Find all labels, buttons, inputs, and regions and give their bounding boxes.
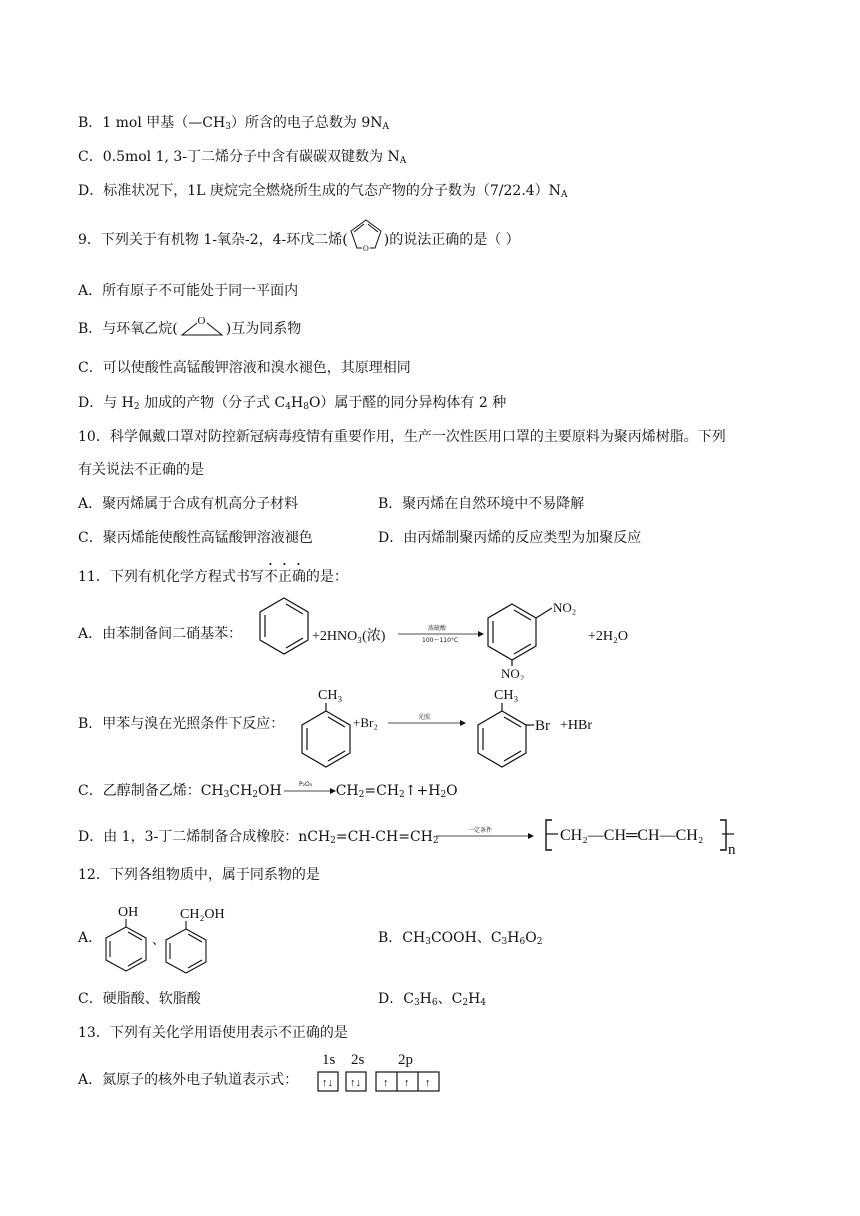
m-dinitrobenzene-structure [488, 600, 576, 680]
polymerization-equation [432, 812, 752, 856]
svg-text:100～110°C: 100～110°C [422, 637, 459, 644]
nitrogen-orbital-diagram [314, 1048, 444, 1094]
q10-option-a: A．聚丙烯属于合成有机高分子材料 [78, 496, 299, 512]
q8-option-d: D．标准状况下，1L 庚烷完全燃烧所生成的气态产物的分子数为$(7/22.4)N_A$ [78, 183, 568, 200]
svg-text:CH₂OH: CH₂OH [180, 907, 225, 922]
svg-text:CH₃: CH₃ [318, 688, 343, 703]
nitration-reagent: +2HNO₃(浓) [312, 629, 386, 644]
q11-option-b-label: B．甲苯与溴在光照条件下反应： [78, 716, 285, 732]
svg-text:光照: 光照 [418, 714, 431, 721]
q10-option-b: B．聚丙烯在自然环境中不易降解 [378, 496, 585, 512]
q9-option-a: A．所有原子不可能处于同一平面内 [78, 283, 299, 299]
q10-stem-line2: 有关说法不正确的是 [78, 462, 204, 478]
svg-text:NO₂: NO₂ [501, 666, 525, 680]
orbital-box-2p [376, 1072, 439, 1091]
svg-text:↑↓: ↑↓ [350, 1077, 361, 1089]
svg-text:↑: ↑ [404, 1077, 410, 1089]
epoxide-structure [178, 315, 226, 339]
q8-option-b: B．1 mol 甲基$(—CH_3)$所含的电子总数为 $9N_A$ [78, 115, 390, 132]
q9-option-d: D．与 $H_2$ 加成的产物（分子式 $C_4H_8O$）属于醛的同分异构体有 2 种 [78, 395, 507, 412]
phenol-benzyl-alcohol-structures [96, 900, 246, 978]
svg-text:浓硫酸: 浓硫酸 [428, 625, 447, 632]
svg-text:OH: OH [118, 905, 139, 920]
orbital-label-2p: 2p [398, 1052, 413, 1068]
benzene-structure [260, 598, 308, 654]
orbital-box-1s [318, 1072, 338, 1091]
toluene-structure [302, 688, 350, 767]
nitration-equation [250, 590, 650, 680]
svg-text:NO₂: NO₂ [553, 600, 577, 615]
q11-option-a-label: A．由苯制备间二硝基苯： [78, 626, 243, 642]
benzyl-alcohol-structure [166, 907, 225, 973]
bromotoluene-structure [478, 688, 550, 767]
svg-text:、: 、 [152, 932, 166, 947]
svg-text:↑: ↑ [383, 1077, 389, 1089]
q10-option-d: D．由丙烯制聚丙烯的反应类型为加聚反应 [378, 530, 642, 546]
orbital-label-1s: 1s [322, 1052, 336, 1068]
svg-text:n: n [728, 842, 736, 856]
polybutadiene-structure [546, 820, 736, 856]
orbital-box-2s [346, 1072, 366, 1091]
svg-text:↑: ↑ [425, 1077, 431, 1089]
q11-option-c: C．乙醇制备乙烯：$CH_3CH_2OH$ P₂O₅ $CH_2=CH_2↑+H_2O$ [78, 781, 458, 800]
q10-stem-line1: 10．科学佩戴口罩对防控新冠病毒疫情有重要作用，生产一次性医用口罩的主要原料为聚丙烯树脂。下列 [78, 429, 726, 445]
q11-option-d: D．由 1，3-丁二烯制备合成橡胶：$nCH_2=CH-CH=CH_2$ [78, 829, 439, 846]
q12-stem: 12．下列各组物质中，属于同系物的是 [78, 867, 320, 883]
q10-option-c: C．聚丙烯能使酸性高锰酸钾溶液褪色 [78, 530, 313, 546]
svg-text:Br: Br [535, 718, 550, 734]
nitration-product: +2H₂O [588, 629, 628, 644]
svg-text:+Br₂: +Br₂ [353, 715, 378, 730]
svg-text:一定条件: 一定条件 [468, 827, 493, 834]
phenol-structure [106, 905, 146, 971]
furan-structure [348, 230, 384, 253]
q9-option-c: C．可以使酸性高锰酸钾溶液和溴水褪色，其原理相同 [78, 360, 411, 376]
q11-stem: 11．下列有机化学方程式书写不正确的是： [78, 569, 348, 585]
q13-stem: 13．下列有关化学用语使用表示不正确的是 [78, 1025, 348, 1041]
q12-option-a-label: A． [78, 930, 103, 946]
svg-text:CH₃: CH₃ [494, 688, 519, 703]
q12-option-c: C．硬脂酸、软脂酸 [78, 991, 201, 1007]
bromination-product: +HBr [560, 718, 593, 733]
orbital-label-2s: 2s [351, 1052, 365, 1068]
q9-stem: 9．下列关于有机物 1-氧杂-2，4-环戊二烯( O )的说法正确的是（ ） [78, 230, 520, 250]
q13-option-a-label: A．氮原子的核外电子轨道表示式： [78, 1072, 299, 1088]
q9-option-b: B．与环氧乙烷( O )互为同系物 [78, 315, 302, 337]
q12-option-d: D．$C_3H_6$、$C_2H_4$ [378, 991, 487, 1008]
bromination-equation [268, 683, 608, 773]
svg-text:P₂O₅: P₂O₅ [298, 781, 312, 788]
svg-text:↑↓: ↑↓ [322, 1077, 333, 1089]
svg-text:O: O [197, 315, 206, 327]
q12-option-b: B．$CH_3COOH$、$C_3H_6O_2$ [378, 930, 543, 947]
svg-text:CH₂—CH═CH—CH₂: CH₂—CH═CH—CH₂ [560, 827, 704, 844]
q8-option-c: C．0.5mol 1, 3-丁二烯分子中含有碳碳双键数为 $N_A$ [78, 149, 407, 166]
svg-text:O: O [362, 244, 369, 253]
